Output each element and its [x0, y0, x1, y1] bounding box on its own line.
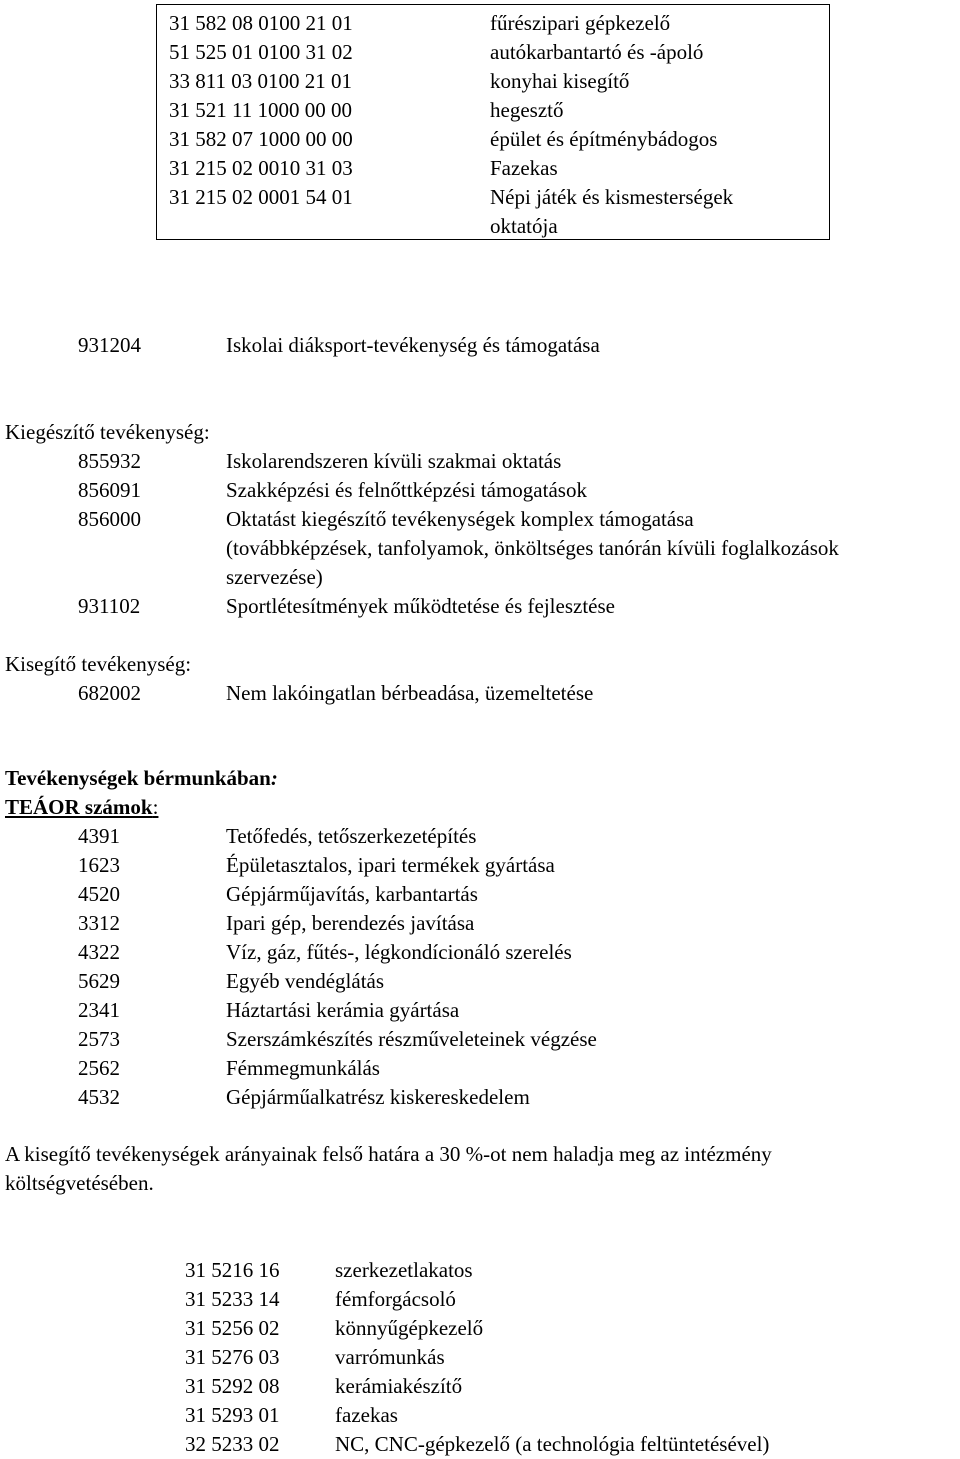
qualification-table: [156, 4, 830, 240]
qualification-code: 31 5233 14: [185, 1287, 280, 1311]
qualification-name: fazekas: [335, 1403, 398, 1427]
teaor-heading: [5, 793, 158, 822]
activity-code: 856000: [78, 507, 141, 531]
teaor-code: 5629: [78, 969, 120, 993]
teaor-description: Szerszámkészítés részműveleteinek végzése: [226, 1027, 597, 1051]
teaor-description: Épületasztalos, ipari termékek gyártása: [226, 853, 555, 877]
teaor-description: Ipari gép, berendezés javítása: [226, 911, 475, 935]
teaor-code: 4322: [78, 940, 120, 964]
teaor-code: 2562: [78, 1056, 120, 1080]
teaor-title-colon: :: [152, 795, 159, 819]
activity-description-continuation: szervezése): [226, 565, 323, 589]
qualification-code: 31 5276 03: [185, 1345, 280, 1369]
qualification-code: 33 811 03 0100 21 01: [169, 69, 352, 93]
qualification-name: hegesztő: [490, 98, 564, 122]
activity-description-continuation: (továbbképzések, tanfolyamok, önköltséges tanórán kívüli foglalkozások: [226, 536, 839, 560]
teaor-code: 2573: [78, 1027, 120, 1051]
activity-description: Oktatást kiegészítő tevékenységek komplex támogatása: [226, 507, 694, 531]
activity-description: Nem lakóingatlan bérbeadása, üzemeltetése: [226, 681, 594, 705]
qualification-code: 31 215 02 0010 31 03: [169, 156, 353, 180]
teaor-code: 1623: [78, 853, 120, 877]
teaor-description: Gépjárműalkatrész kiskereskedelem: [226, 1085, 530, 1109]
qualification-name: Népi játék és kismesterségek: [490, 185, 734, 209]
qualification-code: 31 5256 02: [185, 1316, 280, 1340]
qualification-name: szerkezetlakatos: [335, 1258, 473, 1282]
qualification-code: 31 5216 16: [185, 1258, 280, 1282]
activity-code: 931102: [78, 594, 141, 618]
qualification-code: 31 5293 01: [185, 1403, 280, 1427]
activity-code: 931204: [78, 333, 141, 357]
qualification-name: NC, CNC-gépkezelő (a technológia feltüntetésével): [335, 1432, 770, 1456]
qualification-code: 31 5292 08: [185, 1374, 280, 1398]
qualification-name: kerámiakészítő: [335, 1374, 463, 1398]
qualification-name: autókarbantartó és -ápoló: [490, 40, 704, 64]
activity-code: 855932: [78, 449, 141, 473]
teaor-description: Tetőfedés, tetőszerkezetépítés: [226, 824, 477, 848]
qualification-name: épület és építménybádogos: [490, 127, 718, 151]
qualification-name: fűrészipari gépkezelő: [490, 11, 671, 35]
qualification-name: varrómunkás: [335, 1345, 445, 1369]
qualification-code: 31 582 07 1000 00 00: [169, 127, 353, 151]
teaor-code: 3312: [78, 911, 120, 935]
teaor-description: Gépjárműjavítás, karbantartás: [226, 882, 478, 906]
teaor-code: 4520: [78, 882, 120, 906]
qualification-code: 51 525 01 0100 31 02: [169, 40, 353, 64]
teaor-code: 4391: [78, 824, 120, 848]
qualification-code: 31 582 08 0100 21 01: [169, 11, 353, 35]
contract-work-heading: [5, 764, 278, 793]
teaor-description: Víz, gáz, fűtés-, légkondícionáló szerelés: [226, 940, 572, 964]
qualification-name: Fazekas: [490, 156, 558, 180]
teaor-title: TEÁOR számok: [5, 795, 153, 819]
note-line: A kisegítő tevékenységek arányainak felső határa a 30 %-ot nem haladja meg az intézmény: [5, 1142, 772, 1166]
activity-description: Szakképzési és felnőttképzési támogatások: [226, 478, 587, 502]
teaor-code: 4532: [78, 1085, 120, 1109]
teaor-code: 2341: [78, 998, 120, 1022]
qualification-code: 32 5233 02: [185, 1432, 280, 1456]
qualification-name-continuation: oktatója: [490, 214, 558, 238]
supplementary-heading: Kiegészítő tevékenység:: [5, 420, 210, 444]
qualification-code: 31 215 02 0001 54 01: [169, 185, 353, 209]
activity-code: 856091: [78, 478, 141, 502]
teaor-description: Háztartási kerámia gyártása: [226, 998, 460, 1022]
activity-description: Iskolai diáksport-tevékenység és támogatása: [226, 333, 600, 357]
qualification-name: könnyűgépkezelő: [335, 1316, 484, 1340]
teaor-description: Fémmegmunkálás: [226, 1056, 380, 1080]
teaor-description: Egyéb vendéglátás: [226, 969, 385, 993]
activity-code: 682002: [78, 681, 141, 705]
qualification-code: 31 521 11 1000 00 00: [169, 98, 352, 122]
contract-work-title: Tevékenységek bérmunkában: [5, 766, 271, 790]
activity-description: Sportlétesítmények működtetése és fejlesztése: [226, 594, 615, 618]
activity-description: Iskolarendszeren kívüli szakmai oktatás: [226, 449, 562, 473]
note-line: költségvetésében.: [5, 1171, 154, 1195]
qualification-name: fémforgácsoló: [335, 1287, 456, 1311]
auxiliary-heading: Kisegítő tevékenység:: [5, 652, 192, 676]
contract-work-title-colon: :: [270, 766, 278, 790]
qualification-name: konyhai kisegítő: [490, 69, 630, 93]
